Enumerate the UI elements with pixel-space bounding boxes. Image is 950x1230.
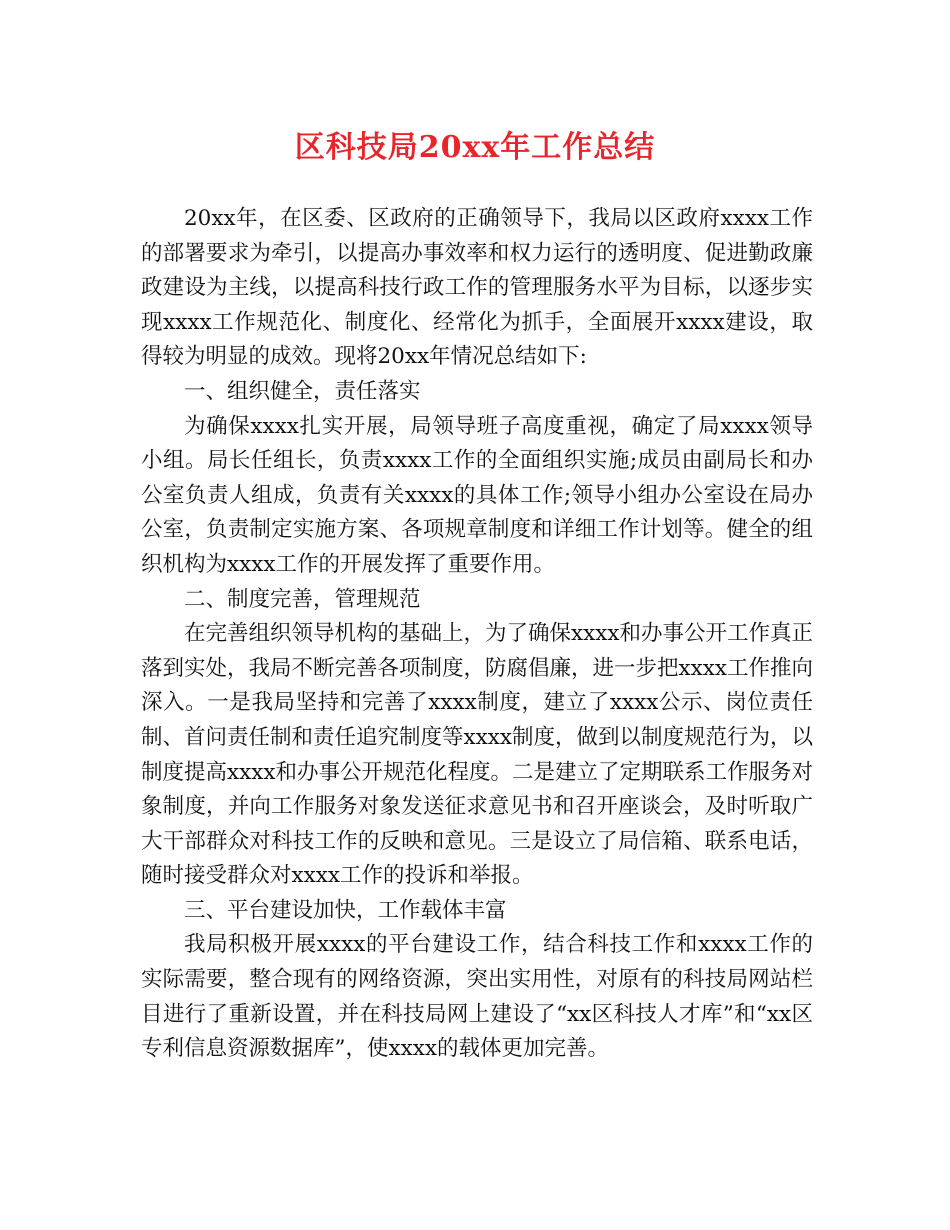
section-paragraph-3: 我局积极开展xxxx的平台建设工作，结合科技工作和xxxx工作的实际需要，整合现有的网络资源，突出实用性，对原有的科技局网站栏目进行了重新设置，并在科技局网上建设了“xx区科技人才库”和“xx区专利信息资源数据库”，使xxxx的载体更加完善。 (141, 932, 813, 1062)
section-paragraph-1: 为确保xxxx扎实开展，局领导班子高度重视，确定了局xxxx领导小组。局长任组长，负责xxxx工作的全面组织实施;成员由副局长和办公室负责人组成，负责有关xxxx的具体工作;领导小组办公室设在局办公室，负责制定实施方案、各项规章制度和详细工作计划等。健全的组织机构为xxxx工作的开展发挥了重要作用。 (141, 413, 813, 577)
section-heading-1: 一、组织健全，责任落实 (184, 378, 421, 404)
intro-paragraph: 20xx年，在区委、区政府的正确领导下，我局以区政府xxxx工作的部署要求为牵引，以提高办事效率和权力运行的透明度、促进勤政廉政建设为主线，以提高科技行政工作的管理服务水平为目标，以逐步实现xxxx工作规范化、制度化、经常化为抓手，全面展开xxxx建设，取得较为明显的成效。现将20xx年情况总结如下: (141, 206, 813, 370)
section-paragraph-2: 在完善组织领导机构的基础上，为了确保xxxx和办事公开工作真正落到实处，我局不断完善各项制度，防腐倡廉，进一步把xxxx工作推向深入。一是我局坚持和完善了xxxx制度，建立了xxxx公示、岗位责任制、首问责任制和责任追究制度等xxxx制度，做到以制度规范行为，以制度提高xxxx和办事公开规范化程度。二是建立了定期联系工作服务对象制度，并向工作服务对象发送征求意见书和召开座谈会，及时听取广大干部群众对科技工作的反映和意见。三是设立了局信箱、联系电话，随时接受群众对xxxx工作的投诉和举报。 (141, 621, 814, 889)
document-title: 区科技局20xx年工作总结 (294, 130, 656, 165)
section-heading-3: 三、平台建设加快，工作载体丰富 (184, 897, 507, 923)
document-body (141, 202, 813, 1067)
section-heading-2: 二、制度完善，管理规范 (184, 586, 421, 612)
